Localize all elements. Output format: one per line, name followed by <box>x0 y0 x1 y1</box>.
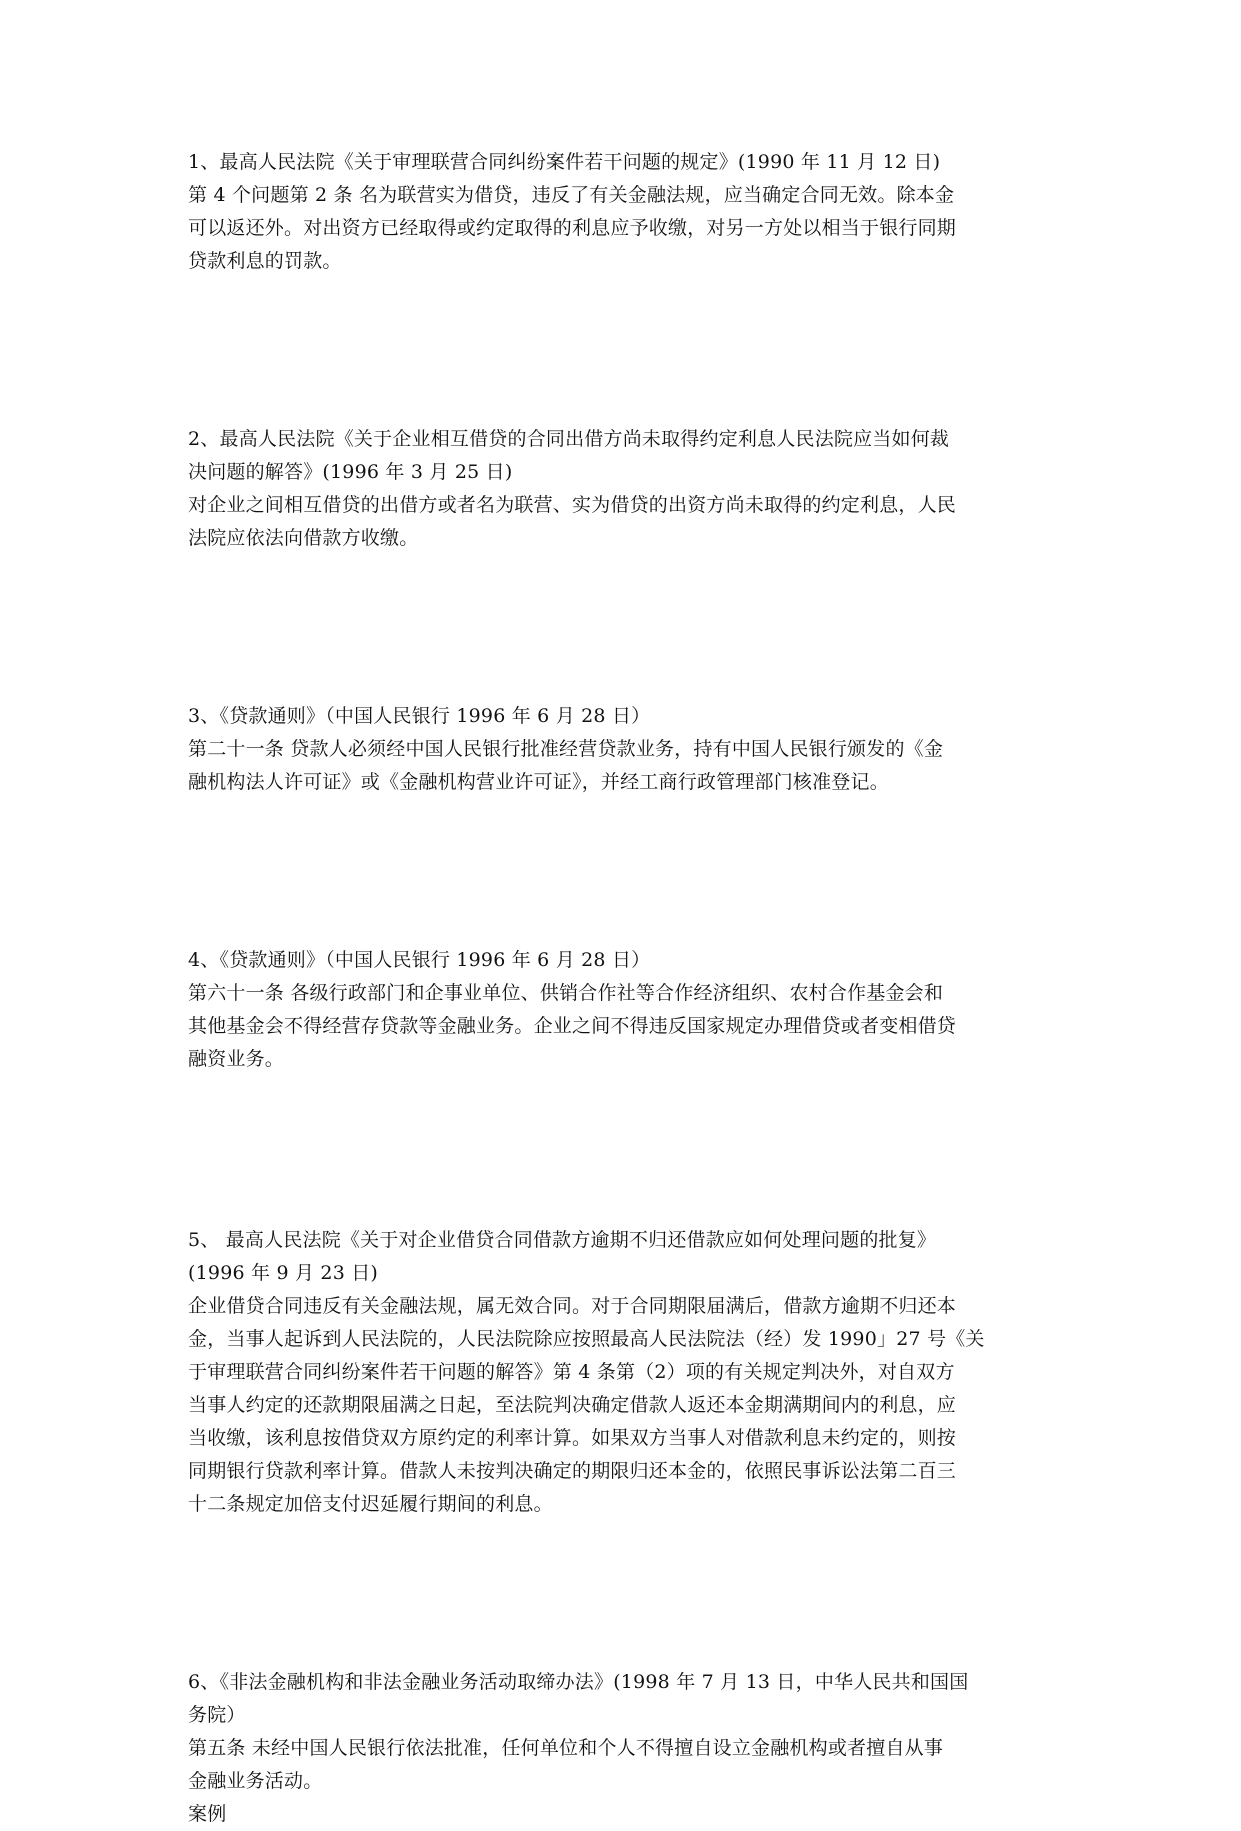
section-2 <box>188 423 1058 555</box>
section-5-body-line: 同期银行贷款利率计算。借款人未按判决确定的期限归还本金的，依照民事诉讼法第二百三 <box>188 1460 957 1482</box>
section-1 <box>188 146 1058 278</box>
section-5-heading: 5、 最高人民法院《关于对企业借贷合同借款方逾期不归还借款应如何处理问题的批复》 <box>188 1229 937 1251</box>
section-2-body-line: 对企业之间相互借贷的出借方或者名为联营、实为借贷的出资方尚未取得的约定利息，人民 <box>188 494 957 516</box>
section-3 <box>188 700 1058 799</box>
section-1-body-line: 第 4 个问题第 2 条 名为联营实为借贷，违反了有关金融法规，应当确定合同无效。除本金 <box>188 184 955 206</box>
section-5 <box>188 1224 1058 1521</box>
section-5-body-line: 当收缴，该利息按借贷双方原约定的利率计算。如果双方当事人对借款利息未约定的，则按 <box>188 1427 957 1449</box>
section-4 <box>188 944 1058 1076</box>
section-5-body-line: 当事人约定的还款期限届满之日起，至法院判决确定借款人返还本金期满期间内的利息，应 <box>188 1394 957 1416</box>
section-6-body-line: 第五条 未经中国人民银行依法批准，任何单位和个人不得擅自设立金融机构或者擅自从事 <box>188 1737 944 1759</box>
section-spacer <box>188 555 1058 700</box>
section-2-body-line: 法院应依法向借款方收缴。 <box>188 527 419 549</box>
section-spacer <box>188 1076 1058 1224</box>
section-4-body-line: 融资业务。 <box>188 1048 285 1070</box>
section-4-body-line: 第六十一条 各级行政部门和企事业单位、供销合作社等合作经济组织、农村合作基金会和 <box>188 982 944 1004</box>
case-label: 案例 <box>188 1803 227 1825</box>
section-5-body-line: 企业借贷合同违反有关金融法规，属无效合同。对于合同期限届满后，借款方逾期不归还本 <box>188 1295 957 1317</box>
section-spacer <box>188 1521 1058 1666</box>
section-6-heading: 务院） <box>188 1704 246 1726</box>
section-spacer <box>188 278 1058 423</box>
section-4-body-line: 其他基金会不得经营存贷款等金融业务。企业之间不得违反国家规定办理借贷或者变相借贷 <box>188 1015 957 1037</box>
section-1-body-line: 可以返还外。对出资方已经取得或约定取得的利息应予收缴，对另一方处以相当于银行同期 <box>188 217 957 239</box>
section-3-body-line: 第二十一条 贷款人必须经中国人民银行批准经营贷款业务，持有中国人民银行颁发的《金 <box>188 738 944 760</box>
section-spacer <box>188 799 1058 944</box>
section-3-body-line: 融机构法人许可证》或《金融机构营业许可证》，并经工商行政管理部门核准登记。 <box>188 771 889 793</box>
section-3-heading: 3、《贷款通则》（中国人民银行 1996 年 6 月 28 日） <box>188 705 651 727</box>
section-2-heading: 决问题的解答》(1996 年 3 月 25 日) <box>188 461 513 483</box>
section-6-heading: 6、《非法金融机构和非法金融业务活动取缔办法》(1998 年 7 月 13 日，中华人民共和国国 <box>188 1671 969 1693</box>
section-4-heading: 4、《贷款通则》（中国人民银行 1996 年 6 月 28 日） <box>188 949 651 971</box>
section-6-body-line: 金融业务活动。 <box>188 1770 323 1792</box>
section-1-heading: 1、最高人民法院《关于审理联营合同纠纷案件若干问题的规定》(1990 年 11 月 12 日) <box>188 151 941 173</box>
section-5-body-line: 于审理联营合同纠纷案件若干问题的解答》第 4 条第（2）项的有关规定判决外，对自双方 <box>188 1361 955 1383</box>
document-page <box>188 146 1058 1831</box>
section-6 <box>188 1666 1058 1831</box>
section-5-body-line: 金，当事人起诉到人民法院的，人民法院除应按照最高人民法院法（经）发 1990」27 号《关 <box>188 1328 985 1350</box>
section-1-body-line: 贷款利息的罚款。 <box>188 250 342 272</box>
section-2-heading: 2、最高人民法院《关于企业相互借贷的合同出借方尚未取得约定利息人民法院应当如何裁 <box>188 428 950 450</box>
section-5-body-line: 十二条规定加倍支付迟延履行期间的利息。 <box>188 1493 553 1515</box>
section-5-heading: (1996 年 9 月 23 日) <box>188 1262 379 1284</box>
